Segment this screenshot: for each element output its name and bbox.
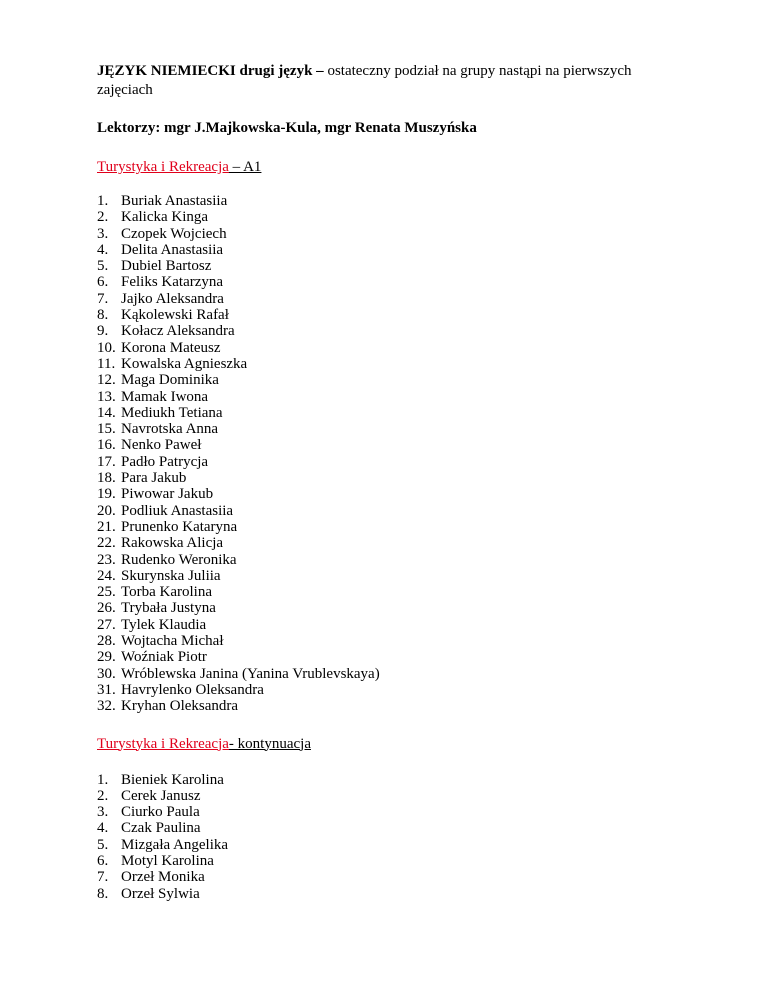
list-item: [97, 372, 677, 388]
list-item-name: Dubiel Bartosz: [121, 258, 212, 275]
list-item-name: Feliks Katarzyna: [121, 274, 224, 291]
list-item-name: Para Jakub: [121, 470, 187, 487]
list-item: [97, 258, 677, 274]
list-item-number: 14.: [97, 404, 116, 421]
list-item: [97, 274, 677, 290]
list-item-number: 3.: [97, 804, 109, 821]
list-item: [97, 552, 677, 568]
list-item-number: 24.: [97, 567, 116, 584]
list-item-name: Czak Paulina: [121, 820, 201, 837]
list-item: [97, 437, 677, 453]
list-item-name: Mamak Iwona: [121, 388, 209, 405]
student-list-kontynuacja: [97, 772, 677, 902]
list-item-name: Kryhan Oleksandra: [121, 698, 239, 715]
list-item-name: Woźniak Piotr: [121, 649, 207, 666]
list-item-number: 18.: [97, 470, 116, 487]
list-item: [97, 307, 677, 323]
list-item: [97, 568, 677, 584]
list-item-number: 4.: [97, 820, 109, 837]
list-item-number: 31.: [97, 681, 116, 698]
list-item-name: Torba Karolina: [121, 584, 212, 601]
list-item-number: 21.: [97, 518, 116, 535]
list-item-number: 6.: [97, 852, 109, 869]
list-item: [97, 804, 677, 820]
student-list-a1: [97, 193, 677, 715]
list-item-name: Navrotska Anna: [121, 421, 219, 438]
list-item-number: 3.: [97, 225, 109, 242]
list-item: [97, 869, 677, 885]
list-item: [97, 788, 677, 804]
list-item-number: 23.: [97, 551, 116, 568]
list-item-name: Wróblewska Janina (Yanina Vrublevskaya): [121, 665, 380, 682]
list-item-number: 1.: [97, 771, 109, 788]
list-item-number: 9.: [97, 323, 109, 340]
list-item: [97, 503, 677, 519]
list-item: [97, 820, 677, 836]
list-item-number: 20.: [97, 502, 116, 519]
section-title-suffix: – A1: [228, 159, 262, 175]
list-item-number: 25.: [97, 584, 116, 601]
list-item: [97, 600, 677, 616]
list-item-number: 1.: [97, 193, 109, 209]
list-item-number: 15.: [97, 421, 116, 438]
list-item: [97, 421, 677, 437]
list-item-number: 26.: [97, 600, 116, 617]
list-item: [97, 405, 677, 421]
list-item-name: Nenko Paweł: [121, 437, 202, 454]
section-title-kontynuacja: [97, 735, 677, 754]
list-item-number: 19.: [97, 486, 116, 503]
list-item-number: 32.: [97, 698, 116, 715]
document-page: [97, 62, 677, 902]
list-item-number: 28.: [97, 633, 116, 650]
list-item-number: 30.: [97, 665, 116, 682]
list-item: [97, 242, 677, 258]
list-item-name: Wojtacha Michał: [121, 633, 224, 650]
list-item-number: 8.: [97, 307, 109, 324]
list-item-name: Kołacz Aleksandra: [121, 323, 235, 340]
list-item: [97, 649, 677, 665]
list-item-name: Jajko Aleksandra: [121, 290, 224, 307]
list-item-number: 7.: [97, 290, 109, 307]
list-item-name: Cerek Janusz: [121, 787, 201, 804]
section-title-suffix: - kontynuacja: [228, 735, 311, 752]
list-item-name: Motyl Karolina: [121, 852, 214, 869]
list-item-number: 17.: [97, 453, 116, 470]
list-item-number: 2.: [97, 209, 109, 226]
list-item: [97, 226, 677, 242]
list-item-name: Korona Mateusz: [121, 339, 221, 356]
list-item: [97, 323, 677, 339]
heading-bold: JĘZYK NIEMIECKI drugi język –: [97, 63, 324, 79]
list-item: [97, 682, 677, 698]
list-item-name: Maga Dominika: [121, 372, 219, 389]
list-item: [97, 340, 677, 356]
list-item: [97, 584, 677, 600]
section-title-red: Turystyka i Rekreacja: [97, 735, 229, 752]
list-item: [97, 486, 677, 502]
list-item-number: 6.: [97, 274, 109, 291]
list-item-name: Orzeł Sylwia: [121, 885, 200, 902]
list-item: [97, 535, 677, 551]
lecturers-line: Lektorzy: mgr J.Majkowska-Kula, mgr Renata Muszyńska: [97, 120, 477, 136]
list-item-name: Czopek Wojciech: [121, 225, 227, 242]
list-item-name: Rudenko Weronika: [121, 551, 237, 568]
list-item: [97, 698, 677, 714]
list-item: [97, 633, 677, 649]
list-item-name: Skurynska Juliia: [121, 567, 221, 584]
list-item: [97, 389, 677, 405]
list-item-number: 10.: [97, 339, 116, 356]
document-heading: [97, 62, 677, 100]
list-item: [97, 291, 677, 307]
list-item-name: Buriak Anastasiia: [121, 193, 228, 209]
list-item-name: Bieniek Karolina: [121, 771, 224, 788]
list-item-name: Mediukh Tetiana: [121, 404, 223, 421]
list-item-number: 22.: [97, 535, 116, 552]
heading-rest: ostateczny podział na grupy nastąpi na pierwszych zajęciach: [97, 63, 632, 98]
list-item-name: Delita Anastasiia: [121, 241, 224, 258]
list-item: [97, 853, 677, 869]
list-item: [97, 454, 677, 470]
list-item-name: Trybała Justyna: [121, 600, 216, 617]
list-item: [97, 470, 677, 486]
list-item: [97, 617, 677, 633]
list-item-number: 7.: [97, 869, 109, 886]
list-item-number: 27.: [97, 616, 116, 633]
list-item: [97, 193, 677, 209]
list-item-number: 8.: [97, 885, 109, 902]
list-item: [97, 772, 677, 788]
section-title-red: Turystyka i Rekreacja: [97, 159, 229, 175]
list-item-name: Padło Patrycja: [121, 453, 209, 470]
list-item-name: Kowalska Agnieszka: [121, 355, 248, 372]
list-item-name: Podliuk Anastasiia: [121, 502, 234, 519]
list-item-name: Kalicka Kinga: [121, 209, 209, 226]
list-item-number: 4.: [97, 241, 109, 258]
list-item: [97, 356, 677, 372]
list-item-name: Mizgała Angelika: [121, 836, 229, 853]
list-item-number: 5.: [97, 258, 109, 275]
list-item-name: Rakowska Alicja: [121, 535, 224, 552]
list-item-name: Havrylenko Oleksandra: [121, 681, 264, 698]
list-item-number: 2.: [97, 787, 109, 804]
list-item-name: Tylek Klaudia: [121, 616, 207, 633]
list-item: [97, 209, 677, 225]
section-title-a1: [97, 158, 677, 177]
list-item: [97, 886, 677, 902]
list-item-name: Orzeł Monika: [121, 869, 205, 886]
list-item-number: 12.: [97, 372, 116, 389]
list-item-name: Kąkolewski Rafał: [121, 307, 229, 324]
list-item-name: Prunenko Kataryna: [121, 518, 238, 535]
list-item: [97, 666, 677, 682]
list-item: [97, 837, 677, 853]
list-item: [97, 519, 677, 535]
list-item-name: Piwowar Jakub: [121, 486, 214, 503]
list-item-number: 5.: [97, 836, 109, 853]
list-item-number: 11.: [97, 355, 116, 372]
list-item-number: 16.: [97, 437, 116, 454]
list-item-name: Ciurko Paula: [121, 804, 200, 821]
list-item-number: 29.: [97, 649, 116, 666]
list-item-number: 13.: [97, 388, 116, 405]
